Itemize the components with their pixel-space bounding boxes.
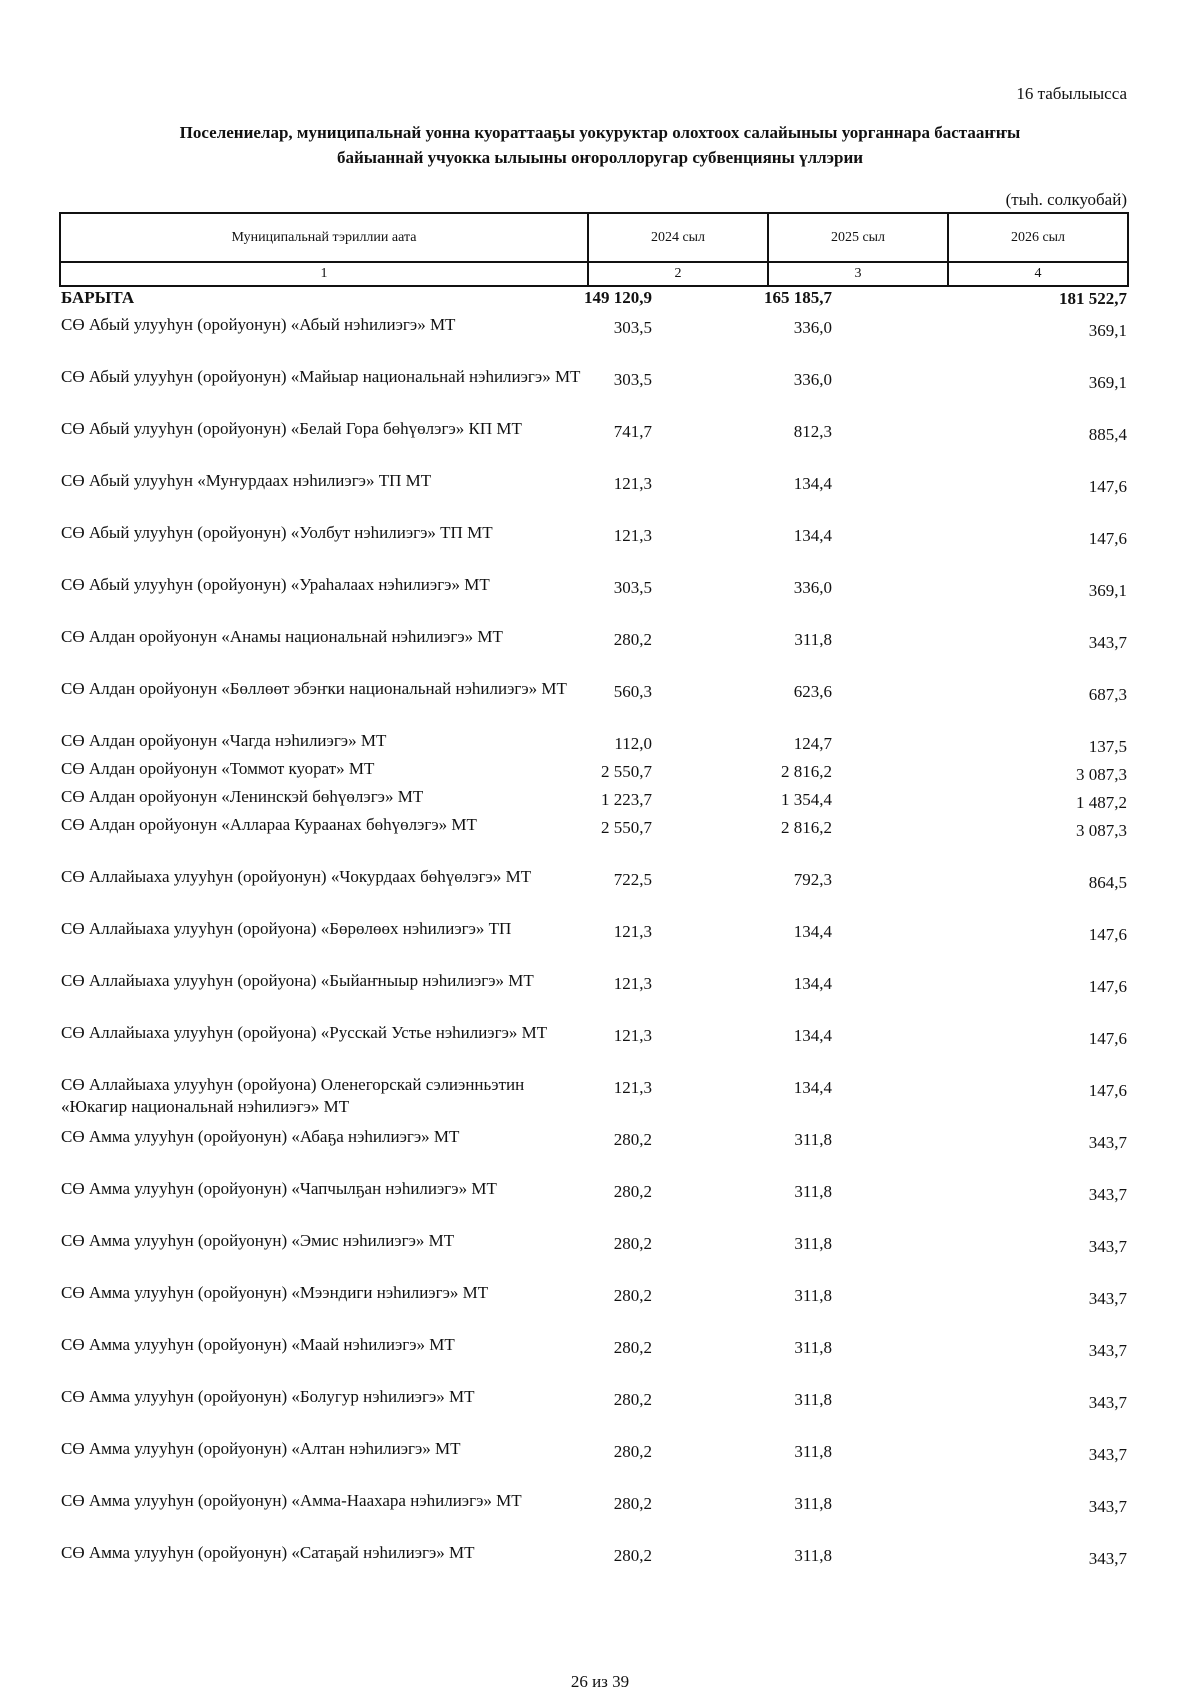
value-2025: 311,8 <box>794 1234 832 1253</box>
column-number: 2 <box>588 262 768 286</box>
value-2026: 369,1 <box>1088 581 1127 600</box>
municipality-name: СӨ Аллайыаха улууһун (оройуонун) «Чокурдаах бөһүөлэгэ» МТ <box>61 867 532 886</box>
value-2025: 311,8 <box>794 1286 832 1305</box>
value-2026: 147,6 <box>1088 529 1127 548</box>
table-row <box>59 574 1129 626</box>
value-2025: 336,0 <box>793 370 832 389</box>
value-2024: 280,2 <box>613 1286 652 1305</box>
table-header <box>59 212 1129 287</box>
value-2025: 134,4 <box>793 474 832 493</box>
municipality-name: СӨ Алдан оройуонун «Томмот куорат» МТ <box>61 759 375 778</box>
municipality-name: СӨ Амма улууһун (оройуонун) «Мээндиги нэһилиэгэ» МТ <box>61 1283 489 1302</box>
value-2026: 1 487,2 <box>1076 793 1127 812</box>
value-2024: 722,5 <box>613 870 652 889</box>
municipality-name: СӨ Амма улууһун (оройуонун) «Сатаҕай нэһилиэгэ» МТ <box>61 1543 475 1562</box>
value-2026: 343,7 <box>1088 1393 1127 1412</box>
municipality-name: СӨ Аллайыаха улууһун (оройуона) «Бөрөлөөх нэһилиэгэ» ТП <box>61 919 512 938</box>
value-2024: 280,2 <box>613 1442 652 1461</box>
table-row <box>59 918 1129 970</box>
value-2026: 343,7 <box>1088 1133 1127 1152</box>
value-2025: 124,7 <box>793 734 832 753</box>
municipality-name: СӨ Алдан оройуонун «Чагда нэһилиэгэ» МТ <box>61 731 387 750</box>
municipality-name: СӨ Амма улууһун (оройуонун) «Эмис нэһилиэгэ» МТ <box>61 1231 455 1250</box>
column-number: 1 <box>60 262 588 286</box>
value-2024: 1 223,7 <box>601 790 652 809</box>
value-2024: 121,3 <box>613 474 652 493</box>
value-2026: 147,6 <box>1088 1029 1127 1048</box>
table-row <box>59 866 1129 918</box>
total-row <box>59 287 1129 314</box>
value-2026: 369,1 <box>1088 373 1127 392</box>
value-2024: 2 550,7 <box>601 818 652 837</box>
header-2025: 2025 сыл <box>768 213 948 262</box>
municipality-name: СӨ Амма улууһун (оройуонун) «Абаҕа нэһилиэгэ» МТ <box>61 1127 460 1146</box>
value-2024: 303,5 <box>613 370 652 389</box>
value-2024: 121,3 <box>613 974 652 993</box>
value-2025: 311,8 <box>794 1390 832 1409</box>
value-2024: 121,3 <box>613 1078 652 1097</box>
value-2026: 343,7 <box>1088 1289 1127 1308</box>
municipality-name: СӨ Амма улууһун (оройуонун) «Маай нэһилиэгэ» МТ <box>61 1335 455 1354</box>
table-number: 16 табылыысса <box>1016 84 1127 103</box>
value-2026: 343,7 <box>1088 1497 1127 1516</box>
table-row <box>59 626 1129 678</box>
value-2024: 303,5 <box>613 318 652 337</box>
table-row <box>59 366 1129 418</box>
document-title-line-1: Поселениелар, муниципальнай уонна куораттааҕы уокуруктар олохтоох салайыныы уорганнара бастааҥҥы <box>179 123 1021 142</box>
value-2026: 147,6 <box>1088 1081 1127 1100</box>
municipality-name: СӨ Алдан оройуонун «Анамы национальнай нэһилиэгэ» МТ <box>61 627 503 646</box>
value-2024: 560,3 <box>613 682 652 701</box>
municipality-name: СӨ Алдан оройуонун «Ленинскэй бөһүөлэгэ» МТ <box>61 787 424 806</box>
value-2025: 311,8 <box>794 1494 832 1513</box>
value-2024: 280,2 <box>613 1390 652 1409</box>
value-2024: 741,7 <box>613 422 652 441</box>
value-2025: 311,8 <box>794 1182 832 1201</box>
page-number: 26 из 39 <box>570 1672 630 1691</box>
municipality-name: СӨ Абый улууһун (оройуонун) «Белай Гора бөһүөлэгэ» КП МТ <box>61 419 522 438</box>
value-2024: 280,2 <box>613 1494 652 1513</box>
header-2026: 2026 сыл <box>948 213 1128 262</box>
document-title-line-2: байыаннай учуокка ылыыны оҥороллоругар субвенцияны үллэрии <box>336 148 864 167</box>
value-2026: 864,5 <box>1088 873 1127 892</box>
value-2025: 2 816,2 <box>781 762 832 781</box>
table-row <box>59 418 1129 470</box>
value-2024: 121,3 <box>613 1026 652 1045</box>
municipality-name: СӨ Аллайыаха улууһун (оройуона) Оленегорскай сэлиэнньэтин «Юкагир национальнай нэһилиэгэ» МТ <box>61 1075 525 1116</box>
table-row <box>59 470 1129 522</box>
municipality-name: СӨ Абый улууһун (оройуонун) «Ураһалаах нэһилиэгэ» МТ <box>61 575 490 594</box>
header-2024: 2024 сыл <box>588 213 768 262</box>
value-2026: 343,7 <box>1088 1549 1127 1568</box>
table-row <box>59 1386 1129 1438</box>
header-municipality: Муниципальнай тэриллии аата <box>60 213 588 262</box>
table-row <box>59 730 1129 758</box>
value-2025: 311,8 <box>794 630 832 649</box>
municipality-name: СӨ Алдан оройуонун «Бөллөөт эбэҥки национальнай нэһилиэгэ» МТ <box>61 679 567 698</box>
municipality-name: СӨ Амма улууһун (оройуонун) «Чапчылҕан нэһилиэгэ» МТ <box>61 1179 497 1198</box>
table-row <box>59 522 1129 574</box>
value-2024: 2 550,7 <box>601 762 652 781</box>
municipality-name: СӨ Абый улууһун (оройуонун) «Уолбут нэһилиэгэ» ТП МТ <box>61 523 493 542</box>
value-2026: 147,6 <box>1088 977 1127 996</box>
municipality-name: СӨ Амма улууһун (оройуонун) «Болугур нэһилиэгэ» МТ <box>61 1387 475 1406</box>
value-2025: 792,3 <box>793 870 832 889</box>
value-2025: 311,8 <box>794 1442 832 1461</box>
value-2025: 134,4 <box>793 1026 832 1045</box>
value-2026: 687,3 <box>1088 685 1127 704</box>
value-2026: 343,7 <box>1088 1185 1127 1204</box>
value-2026: 885,4 <box>1088 425 1127 444</box>
municipality-name: СӨ Амма улууһун (оройуонун) «Амма-Наахара нэһилиэгэ» МТ <box>61 1491 522 1510</box>
value-2024: 303,5 <box>613 578 652 597</box>
table-row <box>59 758 1129 786</box>
value-2024: 280,2 <box>613 1130 652 1149</box>
value-2025: 134,4 <box>793 526 832 545</box>
municipality-name: СӨ Амма улууһун (оройуонун) «Алтан нэһилиэгэ» МТ <box>61 1439 461 1458</box>
column-number: 4 <box>948 262 1128 286</box>
value-2025: 311,8 <box>794 1546 832 1565</box>
value-2025: 134,4 <box>793 922 832 941</box>
table-row <box>59 1022 1129 1074</box>
value-2024: 112,0 <box>614 734 652 753</box>
total-label: БАРЫТА <box>61 288 135 307</box>
table-row <box>59 1334 1129 1386</box>
column-number: 3 <box>768 262 948 286</box>
table-row <box>59 1074 1129 1126</box>
table-row <box>59 1178 1129 1230</box>
municipality-name: СӨ Абый улууһун (оройуонун) «Абый нэһилиэгэ» МТ <box>61 315 456 334</box>
table-row <box>59 1126 1129 1178</box>
value-2025: 311,8 <box>794 1338 832 1357</box>
table-row <box>59 1490 1129 1542</box>
table-row <box>59 1282 1129 1334</box>
value-2026: 343,7 <box>1088 1237 1127 1256</box>
table-row <box>59 814 1129 866</box>
value-2025: 812,3 <box>793 422 832 441</box>
value-2026: 369,1 <box>1088 321 1127 340</box>
column-number-row <box>60 262 1128 286</box>
value-2025: 623,6 <box>793 682 832 701</box>
municipality-name: СӨ Алдан оройуонун «Аллараа Кураанах бөһүөлэгэ» МТ <box>61 815 477 834</box>
total-value-2026: 181 522,7 <box>1059 289 1127 308</box>
value-2024: 280,2 <box>613 1182 652 1201</box>
units-label: (тыһ. солкуобай) <box>1005 190 1127 209</box>
value-2025: 134,4 <box>793 1078 832 1097</box>
value-2026: 343,7 <box>1088 1341 1127 1360</box>
value-2026: 343,7 <box>1088 1445 1127 1464</box>
municipality-name: СӨ Аллайыаха улууһун (оройуона) «Русскай Устье нэһилиэгэ» МТ <box>61 1023 548 1042</box>
table-row <box>59 678 1129 730</box>
value-2026: 147,6 <box>1088 925 1127 944</box>
table-row <box>59 314 1129 366</box>
municipality-name: СӨ Аллайыаха улууһун (оройуона) «Быйаҥныыр нэһилиэгэ» МТ <box>61 971 534 990</box>
document-title <box>60 120 1140 170</box>
value-2026: 147,6 <box>1088 477 1127 496</box>
value-2025: 311,8 <box>794 1130 832 1149</box>
value-2024: 121,3 <box>613 526 652 545</box>
value-2025: 2 816,2 <box>781 818 832 837</box>
value-2026: 3 087,3 <box>1076 821 1127 840</box>
total-value-2025: 165 185,7 <box>764 288 832 307</box>
value-2026: 137,5 <box>1088 737 1127 756</box>
value-2025: 134,4 <box>793 974 832 993</box>
table-row <box>59 786 1129 814</box>
table-row <box>59 1542 1129 1572</box>
total-value-2024: 149 120,9 <box>584 288 652 307</box>
value-2024: 280,2 <box>613 630 652 649</box>
table-body <box>59 287 1129 1572</box>
value-2024: 280,2 <box>613 1546 652 1565</box>
value-2024: 280,2 <box>613 1234 652 1253</box>
value-2025: 1 354,4 <box>781 790 832 809</box>
value-2024: 280,2 <box>613 1338 652 1357</box>
value-2024: 121,3 <box>613 922 652 941</box>
table-row <box>59 970 1129 1022</box>
header-row <box>60 213 1128 262</box>
municipality-name: СӨ Абый улууһун «Муҥурдаах нэһилиэгэ» ТП МТ <box>61 471 432 490</box>
value-2025: 336,0 <box>793 578 832 597</box>
value-2026: 3 087,3 <box>1076 765 1127 784</box>
table-row <box>59 1438 1129 1490</box>
value-2025: 336,0 <box>793 318 832 337</box>
table-row <box>59 1230 1129 1282</box>
value-2026: 343,7 <box>1088 633 1127 652</box>
municipality-name: СӨ Абый улууһун (оройуонун) «Майыар национальнай нэһилиэгэ» МТ <box>61 367 581 386</box>
